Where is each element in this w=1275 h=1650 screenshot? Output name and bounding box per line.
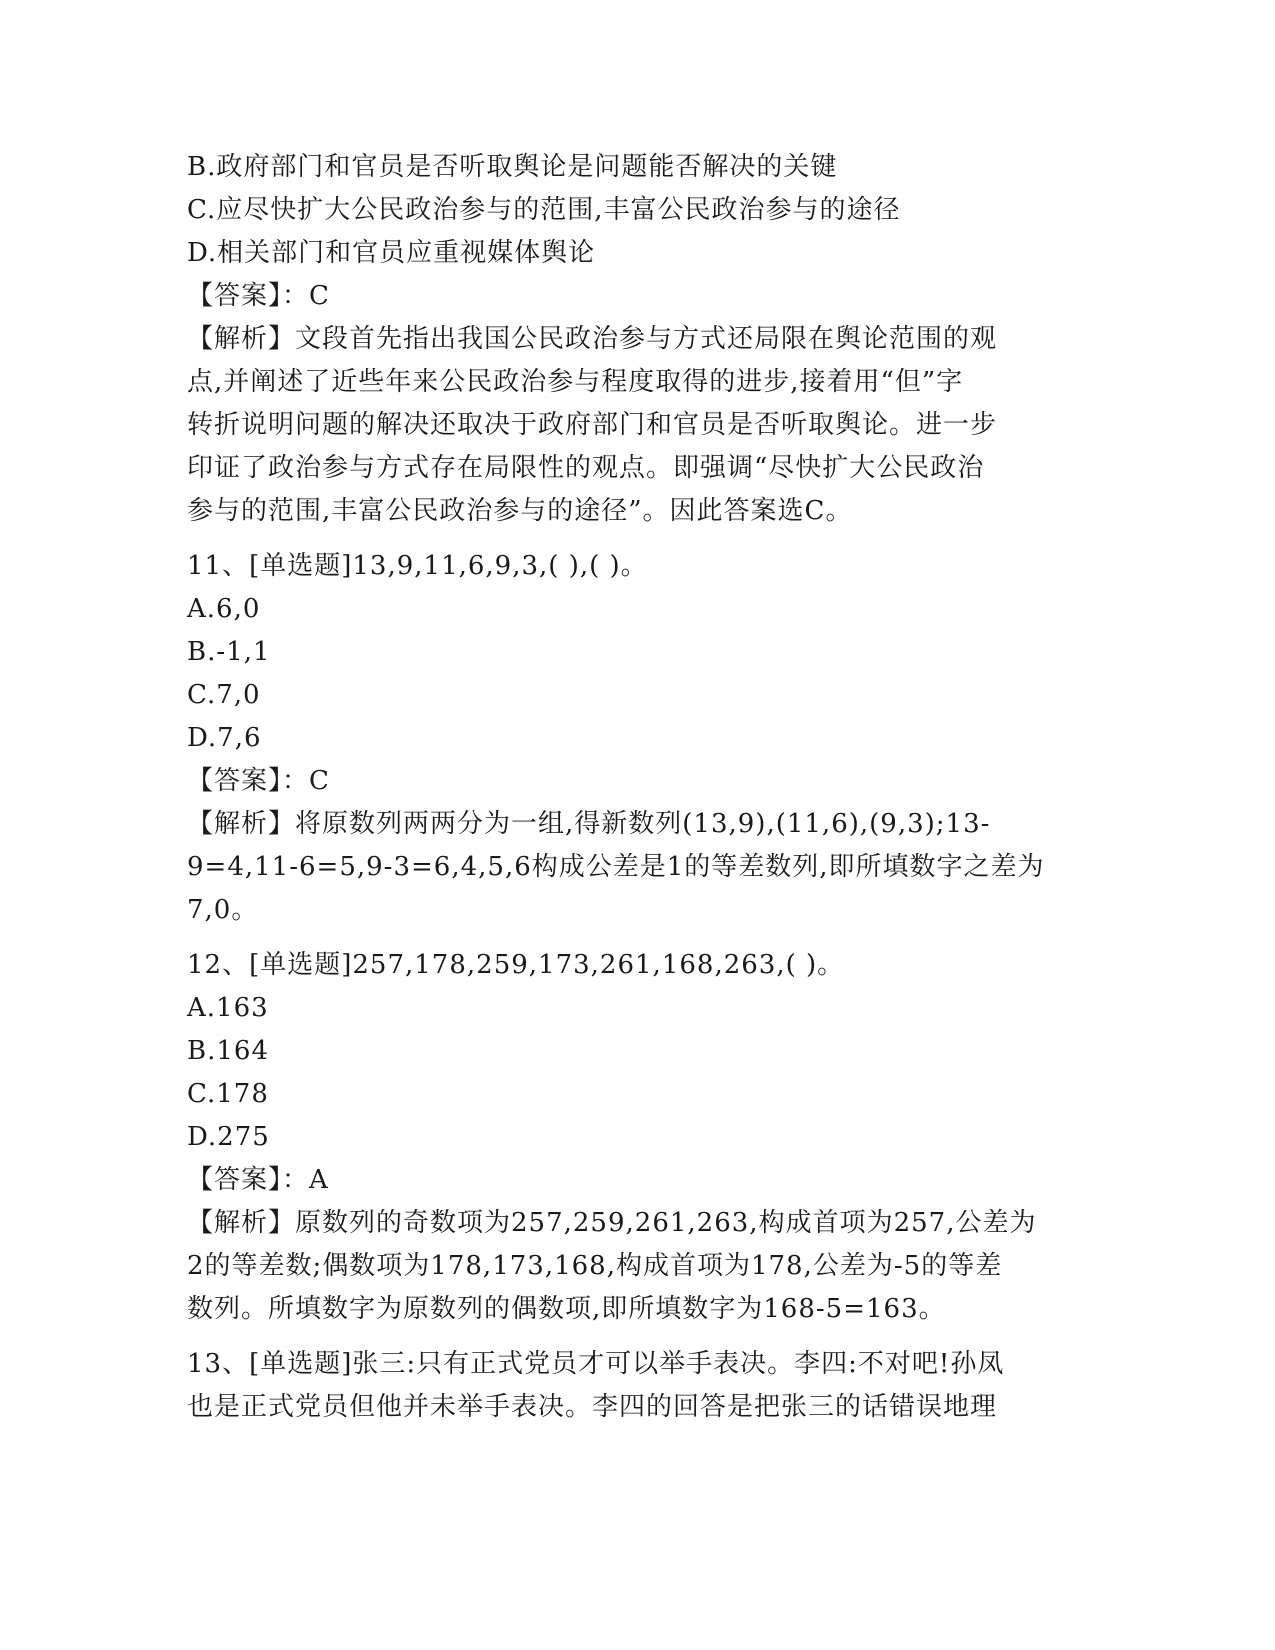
question-12 [187, 944, 1087, 1331]
option-d: D.7,6 [187, 723, 262, 753]
question-stem: 12、[单选题]257,178,259,173,261,168,263,( )。 [187, 950, 845, 980]
option-d: D.相关部门和官员应重视媒体舆论 [187, 238, 596, 268]
analysis [187, 803, 1087, 932]
document-page [187, 146, 1087, 1429]
answer: 【答案】：A [187, 1165, 329, 1195]
option-b: B.政府部门和官员是否听取舆论是问题能否解决的关键 [187, 152, 838, 182]
answer: 【答案】：C [187, 281, 330, 311]
option-b: B.164 [187, 1036, 269, 1066]
option-c: C.178 [187, 1079, 269, 1109]
question-13 [187, 1343, 1087, 1429]
analysis-line: 【解析】将原数列两两分为一组,得新数列(13,9),(11,6),(9,3);13- [187, 809, 991, 839]
analysis-line: 数列。所填数字为原数列的偶数项,即所填数字为168-5=163。 [187, 1294, 946, 1324]
analysis-line: 印证了政治参与方式存在局限性的观点。即强调“尽快扩大公民政治 [187, 453, 985, 483]
analysis-line: 9=4,11-6=5,9-3=6,4,5,6构成公差是1的等差数列,即所填数字之差为 [187, 852, 1045, 882]
analysis [187, 1202, 1087, 1331]
analysis [187, 318, 1087, 533]
option-b: B.-1,1 [187, 637, 271, 667]
analysis-line: 【解析】原数列的奇数项为257,259,261,263,构成首项为257,公差为 [187, 1208, 1037, 1238]
analysis-line: 转折说明问题的解决还取决于政府部门和官员是否听取舆论。进一步 [187, 410, 998, 440]
answer: 【答案】：C [187, 766, 330, 796]
option-c: C.应尽快扩大公民政治参与的范围,丰富公民政治参与的途径 [187, 195, 901, 225]
option-a: A.163 [187, 993, 269, 1023]
option-c: C.7,0 [187, 680, 261, 710]
question-10 [187, 146, 1087, 533]
question-stem: 也是正式党员但他并未举手表决。李四的回答是把张三的话错误地理 [187, 1392, 998, 1422]
analysis-line: 参与的范围,丰富公民政治参与的途径”。因此答案选C。 [187, 496, 853, 526]
analysis-line: 点,并阐述了近些年来公民政治参与程度取得的进步,接着用“但”字 [187, 367, 964, 397]
question-stem: 13、[单选题]张三:只有正式党员才可以举手表决。李四:不对吧!孙凤 [187, 1349, 1005, 1379]
question-11 [187, 545, 1087, 932]
analysis-line: 2的等差数;偶数项为178,173,168,构成首项为178,公差为-5的等差 [187, 1251, 1003, 1281]
option-d: D.275 [187, 1122, 270, 1152]
analysis-line: 7,0。 [187, 895, 259, 925]
option-a: A.6,0 [187, 594, 261, 624]
analysis-line: 【解析】文段首先指出我国公民政治参与方式还局限在舆论范围的观 [187, 324, 998, 354]
question-stem: 11、[单选题]13,9,11,6,9,3,( ),( )。 [187, 551, 648, 581]
